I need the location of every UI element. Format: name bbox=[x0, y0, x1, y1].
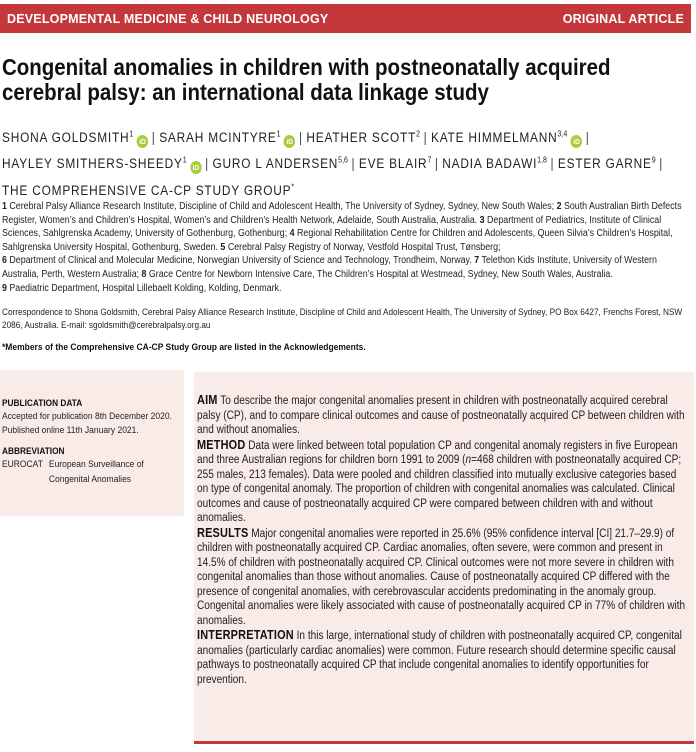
abstract-results: RESULTS Major congenital anomalies were reported in 25.6% (95% confidence interval [CI] 21.7–29.9) of children with postneonatally acquired CP. Cardiac anomalies, often severe, were common and present in 14.5% of children with postneonatally acquired CP. Clinical outcomes were not more severe in children with congenital anomalies than those without anomalies. Cause of postneonatally acquired CP differed with the presence of congenital anomalies, with cerebrovascular accidents predominating in the anomaly group. Congenital anomalies were likely associated with cause of postneonatally acquired CP in 77% of children with anomalies. bbox=[197, 525, 686, 627]
abstract-interpretation: INTERPRETATION In this large, international study of children with postneonatally acquired CP, congenital anomalies (particularly cardiac anomalies) were common. Future research should determine specific causal pathways to postneonatally acquired CP that include congenital anomalies to identify opportunities for prevention. bbox=[197, 628, 682, 686]
author: SARAH MCINTYRE$^1$iD bbox=[159, 130, 295, 145]
orcid-icon[interactable]: iD bbox=[284, 135, 295, 148]
orcid-icon[interactable]: iD bbox=[571, 135, 582, 148]
author: HEATHER SCOTT$^2$ bbox=[306, 129, 421, 145]
journal-header-bar bbox=[0, 4, 691, 33]
aim-heading: AIM bbox=[197, 393, 218, 407]
published-date: Published online 11th January 2021. bbox=[2, 424, 139, 436]
results-heading: RESULTS bbox=[197, 525, 249, 540]
article-type: ORIGINAL ARTICLE bbox=[562, 11, 684, 26]
affiliations: 1 Cerebral Palsy Alliance Research Institute, Discipline of Child and Adolescent Health, The University of Sydney, Sydney, New South Wales; 2 South Australian Birth Defects Register, Women’s and Children’s Hospital, Women’s and Children’s Health Network, Adelaide, South Australia, Australia. 3 Department of Pediatrics, Institute of Clinical Sciences, Sahlgrenska Academy, University of Gothenburg, Gothenburg; 4 Regional Rehabilitation Centre for Children and Adolescents, Queen Silvia’s Children’s Hospital, Sahlgrenska University Hospital, Gothenburg, Sweden. 5 Cerebral Palsy Registry of Norway, Vestfold Hospital Trust, Tønsberg; 6 Department of Clinical and Molecular Medicine, Norwegian University of Science and Technology, Trondheim, Norway. 7 Telethon Kids Institute, University of Western Australia, Perth, Western Australia; 8 Grace Centre for Newborn Intensive Care, The Children’s Hospital at Westmead, Sydney, New South Wales, Australia. 9 Paediatric Department, Hospital Lillebaelt Kolding, Kolding, Denmark. bbox=[2, 201, 682, 294]
author: THE COMPREHENSIVE CA-CP STUDY GROUP* bbox=[2, 182, 295, 198]
abstract-panel bbox=[194, 372, 694, 744]
orcid-icon[interactable]: iD bbox=[137, 135, 148, 148]
author: EVE BLAIR$^7$ bbox=[358, 155, 432, 171]
journal-name: DEVELOPMENTAL MEDICINE & CHILD NEUROLOGY bbox=[7, 11, 329, 26]
abbreviation-heading: ABBREVIATION bbox=[2, 445, 65, 456]
method-heading: METHOD bbox=[197, 437, 246, 452]
publication-sidebar bbox=[0, 370, 184, 516]
abstract-method: METHOD Data were linked between total population CP and congenital anomaly registers in five European and three Australian regions for children born 1991 to 2009 (n=468 children with postneonatally acquired CP; 255 males, 213 females). Data were pooled and children classified into mutually exclusive categories based on type of congenital anomaly. The proportion of children with congenital anomalies was calculated. Clinical outcomes and cause of postneonatally acquired CP were compared between children with and without anomalies. bbox=[197, 437, 682, 524]
correspondence: Correspondence to Shona Goldsmith, Cerebral Palsy Alliance Research Institute, Discipline of Child and Adolescent Health, The University of Sydney, PO Box 6427, Frenchs Forest, NSW 2086, Australia. E-mail: sgoldsmith@cerebralpalsy.org.au bbox=[2, 307, 683, 330]
abbreviation-row bbox=[2, 458, 183, 487]
interpretation-heading: INTERPRETATION bbox=[197, 628, 294, 642]
author: NADIA BADAWI$^{1,8}$ bbox=[442, 155, 547, 171]
author: KATE HIMMELMANN$^{3,4}$iD bbox=[431, 130, 582, 145]
abbreviation-key: EUROCAT bbox=[2, 459, 43, 470]
accepted-date: Accepted for publication 8th December 2020. bbox=[2, 411, 172, 422]
author: HAYLEY SMITHERS-SHEEDY$^1$iD bbox=[2, 156, 202, 171]
abstract-aim: AIM To describe the major congenital anomalies present in children with postneonatally acquired cerebral palsy (CP), and to compare clinical outcomes and cause of postneonatally acquired CP between children with and without anomalies. bbox=[197, 393, 685, 436]
publication-heading: PUBLICATION DATA bbox=[2, 397, 83, 408]
author: GURO L ANDERSEN$^{5,6}$ bbox=[212, 155, 348, 171]
abbreviation-value: European Surveillance of Congenital Anomalies bbox=[48, 459, 144, 485]
orcid-icon[interactable]: iD bbox=[190, 161, 201, 174]
members-note: *Members of the Comprehensive CA-CP Study Group are listed in the Acknowledgements. bbox=[2, 342, 366, 353]
author: SHONA GOLDSMITH$^1$iD bbox=[2, 130, 148, 145]
author: ESTER GARNE$^9$ bbox=[557, 155, 656, 171]
article-title: Congenital anomalies in children with postneonatally acquired cerebral palsy: an international data linkage study bbox=[2, 54, 611, 105]
author-list: SHONA GOLDSMITH$^1$iD | SARAH MCINTYRE$^1$iD | HEATHER SCOTT$^2$ | KATE HIMMELMANN$^{3,4}$iD | HAYLEY SMITHERS-SHEEDY$^1$iD | GURO L ANDERSEN$^{5,6}$ | EVE BLAIR$^7$ | NADIA BADAWI$^{1,8}$ | ESTER GARNE$^9$ | THE COMPREHENSIVE CA-CP STUDY GROUP* bbox=[2, 129, 664, 198]
